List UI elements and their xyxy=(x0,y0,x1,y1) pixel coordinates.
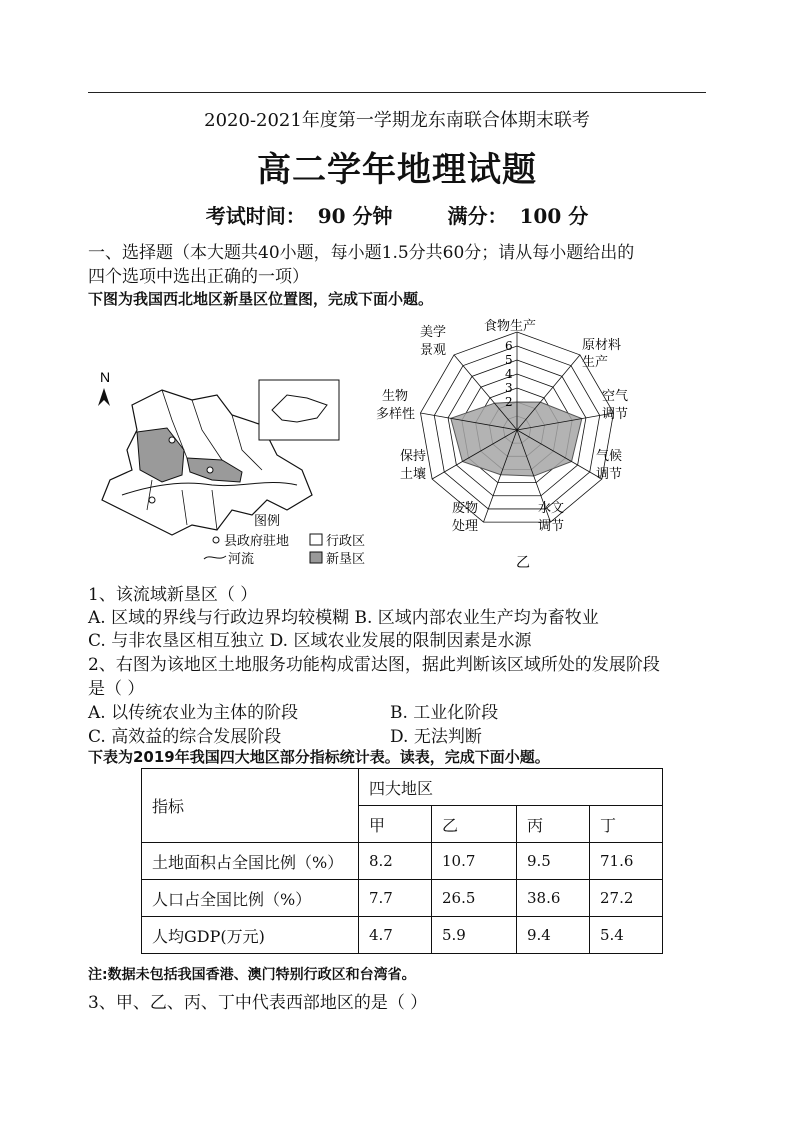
time-value: 90 分钟 xyxy=(317,204,393,228)
score-value: 100 分 xyxy=(519,204,589,228)
cell: 38.6 xyxy=(517,880,590,917)
radar-tick-label: 5 xyxy=(505,353,513,367)
section-title-line1: 一、选择题（本大题共40小题，每小题1.5分共60分；请从每小题给出的 xyxy=(88,243,635,263)
radar-tick-label: 2 xyxy=(505,395,513,409)
exam-info xyxy=(0,200,794,229)
q1-options-ab: A. 区域的界线与行政边界均较模糊 B. 区域内部农业生产均为畜牧业 xyxy=(88,608,599,628)
map-intro: 下图为我国西北地区新垦区位置图，完成下面小题。 xyxy=(88,290,434,308)
cell: 5.4 xyxy=(590,917,663,954)
q2-option-a: A. 以传统农业为主体的阶段 xyxy=(88,703,299,723)
cell: 9.5 xyxy=(517,843,590,880)
north-arrow xyxy=(98,369,110,406)
axis-label-hydro1: 水文 xyxy=(538,501,565,516)
axis-label-air2: 调节 xyxy=(602,407,629,422)
axis-label-food: 食物生产 xyxy=(484,319,537,334)
table-intro: 下表为2019年我国四大地区部分指标统计表。读表，完成下面小题。 xyxy=(88,748,550,766)
region-stats-table xyxy=(141,768,663,954)
axis-label-raw2: 生产 xyxy=(582,355,609,370)
header-region: 甲 xyxy=(359,806,432,843)
cell: 4.7 xyxy=(359,917,432,954)
header-region: 丁 xyxy=(590,806,663,843)
header-region: 丙 xyxy=(517,806,590,843)
row-label: 人均GDP(万元) xyxy=(142,917,359,954)
newland-map xyxy=(92,360,392,570)
q2-option-c: C. 高效益的综合发展阶段 xyxy=(88,727,282,747)
q2-option-b: B. 工业化阶段 xyxy=(390,703,499,723)
axis-label-climate2: 调节 xyxy=(596,467,623,482)
legend-admin: 行政区 xyxy=(326,534,366,549)
subject-title: 高二学年地理试题 xyxy=(257,150,537,190)
header-group: 四大地区 xyxy=(359,769,663,806)
cell: 71.6 xyxy=(590,843,663,880)
axis-label-bio2: 多样性 xyxy=(376,407,416,422)
north-label: N xyxy=(100,369,111,385)
header-region: 乙 xyxy=(432,806,517,843)
axis-label-soil2: 土壤 xyxy=(400,467,427,482)
section-title-line2: 四个选项中选出正确的一项） xyxy=(88,267,309,287)
legend-river: 河流 xyxy=(228,552,255,567)
cell: 10.7 xyxy=(432,843,517,880)
question-2-line2: 是（ ） xyxy=(88,679,145,699)
exam-name: 2020-2021年度第一学期龙东南联合体期末联考 xyxy=(204,110,590,131)
radar-tick-label: 3 xyxy=(505,381,513,395)
radar-figure-label: 乙 xyxy=(516,555,530,570)
axis-label-soil1: 保持 xyxy=(400,449,427,464)
axis-label-air1: 空气 xyxy=(602,389,629,404)
axis-label-aes1: 美学 xyxy=(420,325,447,340)
county-seat xyxy=(169,437,175,443)
table-row xyxy=(142,917,663,954)
cell: 9.4 xyxy=(517,917,590,954)
table-note: 注:数据未包括我国香港、澳门特别行政区和台湾省。 xyxy=(88,967,416,983)
q1-options-cd: C. 与非农垦区相互独立 D. 区域农业发展的限制因素是水源 xyxy=(88,631,532,651)
radar-tick-label: 6 xyxy=(505,339,513,353)
q2-option-d: D. 无法判断 xyxy=(390,727,482,747)
table-row xyxy=(142,880,663,917)
header-indicator: 指标 xyxy=(142,769,359,843)
county-seat xyxy=(207,467,213,473)
axis-label-waste1: 废物 xyxy=(452,501,479,516)
axis-label-bio1: 生物 xyxy=(382,389,409,404)
legend-newland: 新垦区 xyxy=(326,552,366,567)
cell: 7.7 xyxy=(359,880,432,917)
score-label: 满分： xyxy=(447,204,508,228)
axis-label-climate1: 气候 xyxy=(596,449,623,464)
axis-label-aes2: 景观 xyxy=(420,343,447,358)
time-label: 考试时间： xyxy=(205,204,306,228)
county-seat xyxy=(149,497,155,503)
cell: 27.2 xyxy=(590,880,663,917)
question-1: 1、该流域新垦区（ ） xyxy=(88,585,258,605)
top-rule xyxy=(88,92,706,93)
question-2-line1: 2、右图为该地区土地服务功能构成雷达图，据此判断该区域所处的发展阶段 xyxy=(88,655,660,675)
table-row xyxy=(142,843,663,880)
axis-label-hydro2: 调节 xyxy=(538,519,565,534)
question-3: 3、甲、乙、丙、丁中代表西部地区的是（ ） xyxy=(88,993,428,1013)
row-label: 土地面积占全国比例（%） xyxy=(142,843,359,880)
radar-series xyxy=(451,402,582,476)
axis-label-waste2: 处理 xyxy=(452,519,479,534)
radar-tick-label: 4 xyxy=(505,367,513,381)
legend-county: 县政府驻地 xyxy=(224,534,290,549)
row-label: 人口占全国比例（%） xyxy=(142,880,359,917)
cell: 5.9 xyxy=(432,917,517,954)
cell: 8.2 xyxy=(359,843,432,880)
radar-chart xyxy=(372,312,662,570)
axis-label-raw1: 原材料 xyxy=(582,338,622,353)
cell: 26.5 xyxy=(432,880,517,917)
legend-title: 图例 xyxy=(254,514,281,529)
